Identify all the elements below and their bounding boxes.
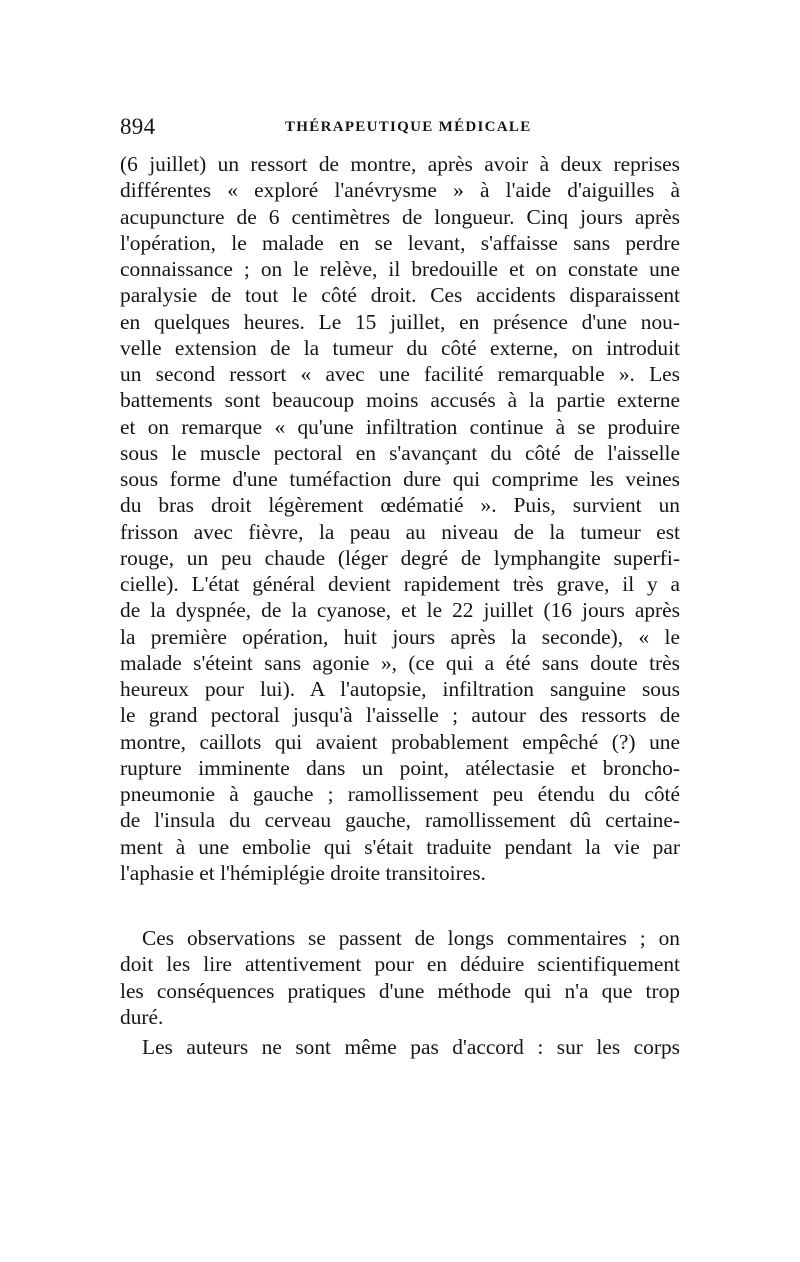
text-line: Ces observations se passent de longs commentaires ; on — [142, 926, 680, 950]
text-line: heureux pour lui). A l'autopsie, infiltration sanguine sous — [120, 677, 680, 701]
text-line: cielle). L'état général devient rapidement très grave, il y a — [120, 572, 680, 596]
text-line: sous forme d'une tuméfaction dure qui comprime les veines — [120, 467, 680, 491]
paragraph-case-report — [120, 151, 680, 886]
text-line: velle extension de la tumeur du côté externe, on introduit — [120, 335, 680, 360]
text-line: différentes « exploré l'anévrysme » à l'aide d'aiguilles à — [120, 178, 680, 203]
page-header — [120, 112, 680, 142]
text-line: ment à une embolie qui s'était traduite pendant la vie par — [120, 834, 680, 859]
text-line: en quelques heures. Le 15 juillet, en présence d'une nou- — [120, 309, 680, 334]
text-line: connaissance ; on le relève, il bredouille et on constate une — [120, 257, 680, 281]
text-line: de l'insula du cerveau gauche, ramollissement dû certaine- — [120, 808, 680, 833]
text-line: de la dyspnée, de la cyanose, et le 22 juillet (16 jours après — [120, 598, 680, 623]
text-line: du bras droit légèrement œdématié ». Puis, survient un — [120, 493, 680, 518]
paragraph-authors — [120, 1034, 680, 1060]
text-line: (6 juillet) un ressort de montre, après avoir à deux reprises — [120, 152, 680, 176]
text-line: l'opération, le malade en se levant, s'affaisse sans perdre — [120, 230, 680, 255]
text-line: montre, caillots qui avaient probablement empêché (?) une — [120, 729, 680, 754]
text-line: malade s'éteint sans agonie », (ce qui a été sans doute très — [120, 650, 680, 675]
text-line: acupuncture de 6 centimètres de longueur. Cinq jours après — [120, 204, 680, 229]
text-line: rupture imminente dans un point, atélectasie et broncho- — [120, 755, 680, 780]
text-line: duré. — [120, 1004, 164, 1029]
text-line: Les auteurs ne sont même pas d'accord : sur les corps — [142, 1035, 680, 1059]
paragraph-commentary — [120, 925, 680, 1030]
text-line: le grand pectoral jusqu'à l'aisselle ; autour des ressorts de — [120, 703, 680, 728]
text-line: l'aphasie et l'hémiplégie droite transitoires. — [120, 860, 486, 885]
page-number: 894 — [120, 114, 156, 139]
text-line: et on remarque « qu'une infiltration continue à se produire — [120, 414, 680, 439]
text-line: pneumonie à gauche ; ramollissement peu étendu du côté — [120, 782, 680, 806]
text-line: un second ressort « avec une facilité remarquable ». Les — [120, 362, 680, 386]
text-line: frisson avec fièvre, la peau au niveau de la tumeur est — [120, 519, 680, 544]
text-line: la première opération, huit jours après la seconde), « le — [120, 624, 680, 649]
text-line: sous le muscle pectoral en s'avançant du côté de l'aisselle — [120, 440, 680, 465]
text-line: les conséquences pratiques d'une méthode qui n'a que trop — [120, 978, 680, 1003]
running-title: THÉRAPEUTIQUE MÉDICALE — [285, 119, 532, 135]
text-line: battements sont beaucoup moins accusés à la partie externe — [120, 388, 680, 413]
text-line: paralysie de tout le côté droit. Ces accidents disparaissent — [120, 283, 680, 308]
text-line: rouge, un peu chaude (léger degré de lymphangite superfi- — [120, 545, 680, 570]
text-line: doit les lire attentivement pour en déduire scientifiquement — [120, 952, 680, 977]
